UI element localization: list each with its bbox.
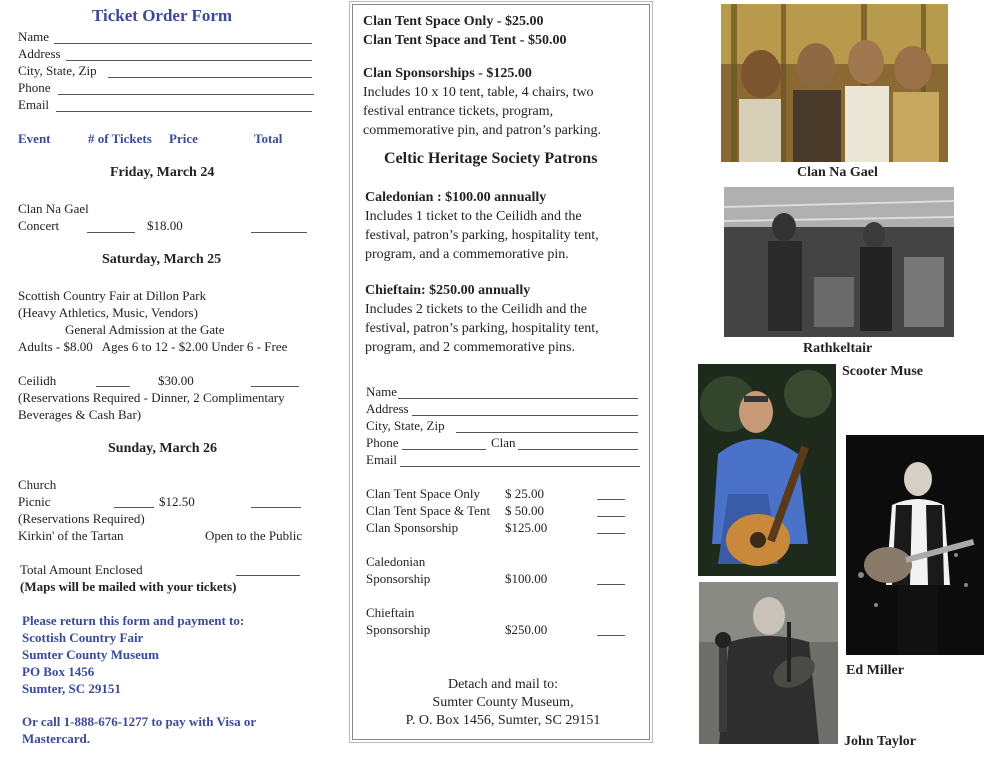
picnic-note: (Reservations Required) [18,511,145,526]
return-line5: Sumter, SC 29151 [22,681,121,696]
ceilidh-note2: Beverages & Cash Bar) [18,407,142,422]
email-label: Email [18,97,50,112]
ceilidh-price: $30.00 [158,373,194,388]
saturday-heading: Saturday, March 25 [102,252,222,267]
phone-label: Phone [18,80,51,95]
caledonian-heading: Caledonian : $100.00 annually [365,190,547,205]
sponsorship-line2: festival entrance tickets, program, [363,104,554,119]
rathkeltair-photo [724,187,954,337]
order-r4-field[interactable] [597,584,625,585]
mid-clan-field[interactable] [518,449,638,450]
chieftain-line2: festival, patron’s parking, hospitality tent, [365,321,599,336]
clan-na-gael-label: Clan Na Gael [18,201,89,216]
mid-city-field[interactable] [456,432,638,433]
name-field[interactable] [54,43,312,44]
caption-clan-na-gael: Clan Na Gael [797,165,878,180]
col-total: Total [254,131,283,146]
city-label: City, State, Zip [18,63,97,78]
picnic-label: Picnic [18,494,51,509]
tent-and-heading: Clan Tent Space and Tent - $50.00 [363,33,567,48]
sponsorship-line1: Includes 10 x 10 tent, table, 4 chairs, two [363,85,594,100]
sunday-heading: Sunday, March 26 [108,441,218,456]
call-line1: Or call 1-888-676-1277 to pay with Visa or [22,714,257,729]
email-field[interactable] [56,111,312,112]
phone-field[interactable] [58,94,314,95]
picnic-qty-field[interactable] [114,507,154,508]
tent-only-heading: Clan Tent Space Only - $25.00 [363,14,544,29]
order-r1-label: Clan Tent Space Only [366,486,481,501]
form-title: Ticket Order Form [92,6,233,25]
order-r5-label2: Sponsorship [366,622,431,637]
mid-address-label: Address [366,401,409,416]
total-field[interactable] [236,575,300,576]
concert-total-field[interactable] [251,232,307,233]
return-line4: PO Box 1456 [22,664,95,679]
mid-name-field[interactable] [398,398,638,399]
city-field[interactable] [108,77,312,78]
church-label: Church [18,477,57,492]
caledonian-line2: festival, patron’s parking, hospitality tent, [365,228,599,243]
detach-line2: Sumter County Museum, [432,695,574,710]
mid-city-label: City, State, Zip [366,418,445,433]
ed-miller-photo [846,435,984,655]
mid-address-field[interactable] [412,415,638,416]
ceilidh-total-field[interactable] [251,386,299,387]
caledonian-line3: program, and a commemorative pin. [365,247,569,262]
john-taylor-photo [699,582,838,744]
order-r3-price: $125.00 [505,520,548,535]
caledonian-line1: Includes 1 ticket to the Ceilidh and the [365,209,582,224]
return-line1: Please return this form and payment to: [22,613,245,628]
order-r2-field[interactable] [597,516,625,517]
detach-line3: P. O. Box 1456, Sumter, SC 29151 [405,713,601,728]
order-r5-price: $250.00 [505,622,548,637]
mid-name-label: Name [366,384,398,399]
kirkin-label: Kirkin' of the Tartan [18,528,124,543]
return-line3: Sumter County Museum [22,647,159,662]
col-price: Price [169,131,198,146]
col-tickets: # of Tickets [88,131,152,146]
sponsorship-line3: commemorative pin, and patron’s parking. [363,123,601,138]
address-label: Address [18,46,61,61]
patrons-title: Celtic Heritage Society Patrons [384,150,598,167]
caption-scooter-muse: Scooter Muse [842,364,923,379]
open-to-public: Open to the Public [205,528,303,543]
concert-label: Concert [18,218,60,233]
mid-phone-field[interactable] [402,449,486,450]
picnic-total-field[interactable] [251,507,301,508]
detach-line1: Detach and mail to: [447,677,559,692]
order-r5-field[interactable] [597,635,625,636]
mid-email-label: Email [366,452,398,467]
name-label: Name [18,29,50,44]
ceilidh-label: Ceilidh [18,373,57,388]
call-line2: Mastercard. [22,731,90,746]
order-r1-price: $ 25.00 [505,486,544,501]
order-r4-label1: Caledonian [366,554,426,569]
order-r2-price: $ 50.00 [505,503,544,518]
order-r4-price: $100.00 [505,571,548,586]
total-label: Total Amount Enclosed [20,562,143,577]
mid-phone-label: Phone [366,435,399,450]
address-field[interactable] [66,60,312,61]
ceilidh-qty-field[interactable] [96,386,130,387]
sponsorship-heading: Clan Sponsorships - $125.00 [363,66,532,81]
order-r2-label: Clan Tent Space & Tent [366,503,491,518]
chieftain-heading: Chieftain: $250.00 annually [365,283,531,298]
fair-line1: Scottish Country Fair at Dillon Park [18,288,207,303]
friday-heading: Friday, March 24 [110,165,215,180]
fair-line4: Adults - $8.00 Ages 6 to 12 - $2.00 Under 6 - Free [18,339,288,354]
chieftain-line3: program, and 2 commemorative pins. [365,340,575,355]
caption-john-taylor: John Taylor [844,734,916,749]
ceilidh-note1: (Reservations Required - Dinner, 2 Complimentary [18,390,285,405]
fair-line2: (Heavy Athletics, Music, Vendors) [18,305,198,320]
mid-email-field[interactable] [400,466,640,467]
order-r3-field[interactable] [597,533,625,534]
fair-line3: General Admission at the Gate [65,322,225,337]
maps-note: (Maps will be mailed with your tickets) [20,579,237,594]
chieftain-line1: Includes 2 tickets to the Ceilidh and the [365,302,588,317]
concert-price: $18.00 [147,218,183,233]
picnic-price: $12.50 [159,494,195,509]
scooter-muse-photo [698,364,836,576]
return-line2: Scottish Country Fair [22,630,144,645]
concert-qty-field[interactable] [87,232,135,233]
order-r1-field[interactable] [597,499,625,500]
caption-ed-miller: Ed Miller [846,663,904,678]
order-r4-label2: Sponsorship [366,571,431,586]
col-event: Event [18,131,51,146]
order-r5-label1: Chieftain [366,605,415,620]
order-r3-label: Clan Sponsorship [366,520,459,535]
mid-clan-label: Clan [491,435,516,450]
caption-rathkeltair: Rathkeltair [803,341,873,356]
clan-na-gael-photo [721,4,948,162]
